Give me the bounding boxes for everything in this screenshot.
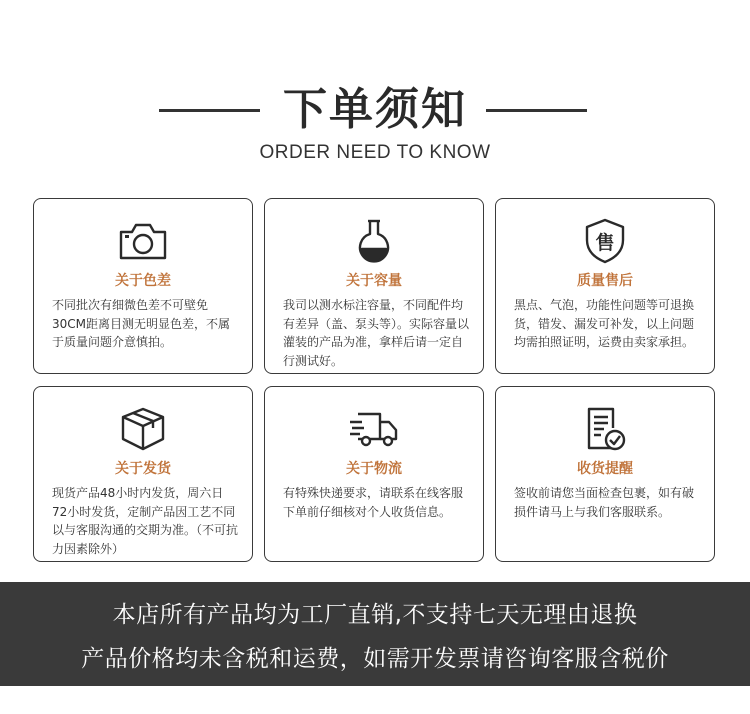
shield-icon (496, 217, 714, 265)
flask-icon (265, 217, 483, 265)
card-title: 关于容量 (346, 273, 402, 289)
page-title: 下单须知 (283, 84, 467, 135)
card-description: 有特殊快递要求，请联系在线客服下单前仔细核对个人收货信息。 (283, 486, 464, 519)
card-color-difference (33, 198, 253, 374)
card-description: 现货产品48小时内发货，周六日72小时发货，定制产品因工艺不同以与客服沟通的交期为准。（不可抗力因素除外） (52, 486, 239, 556)
card-logistics (264, 386, 484, 562)
camera-icon (34, 217, 252, 265)
card-title: 关于色差 (115, 273, 171, 289)
card-receipt-reminder (495, 386, 715, 562)
card-description: 不同批次有细微色差不可壁免30CM距离目测无明显色差，不属于质量问题介意慎拍。 (52, 298, 231, 349)
svg-text:售: 售 (595, 232, 615, 254)
truck-icon (265, 405, 483, 453)
banner-line-1: 本店所有产品均为工厂直销,不支持七天无理由退换 (112, 602, 638, 628)
card-description: 签收前请您当面检查包裹，如有破损件请马上与我们客服联系。 (514, 486, 695, 519)
policy-banner (0, 582, 750, 686)
header (0, 80, 750, 170)
card-after-sales (495, 198, 715, 374)
document-check-icon (496, 405, 714, 453)
card-title: 关于物流 (346, 461, 402, 477)
title-divider-right (486, 109, 587, 112)
card-title: 关于发货 (115, 461, 171, 477)
card-capacity (264, 198, 484, 374)
page-subtitle: ORDER NEED TO KNOW (259, 142, 491, 163)
card-shipping (33, 386, 253, 562)
banner-line-2: 产品价格均未含税和运费，如需开发票请咨询客服含税价 (81, 646, 669, 672)
card-description: 我司以测水标注容量，不同配件均有差异（盖、泵头等）。实际容量以灌装的产品为准，拿样后请一定自行测试好。 (283, 298, 470, 368)
card-title: 质量售后 (577, 273, 633, 289)
card-title: 收货提醒 (577, 461, 633, 477)
box-icon (34, 405, 252, 453)
card-description: 黑点、气泡，功能性问题等可退换货，错发、漏发可补发，以上问题均需拍照证明，运费由卖家承担。 (514, 298, 695, 349)
